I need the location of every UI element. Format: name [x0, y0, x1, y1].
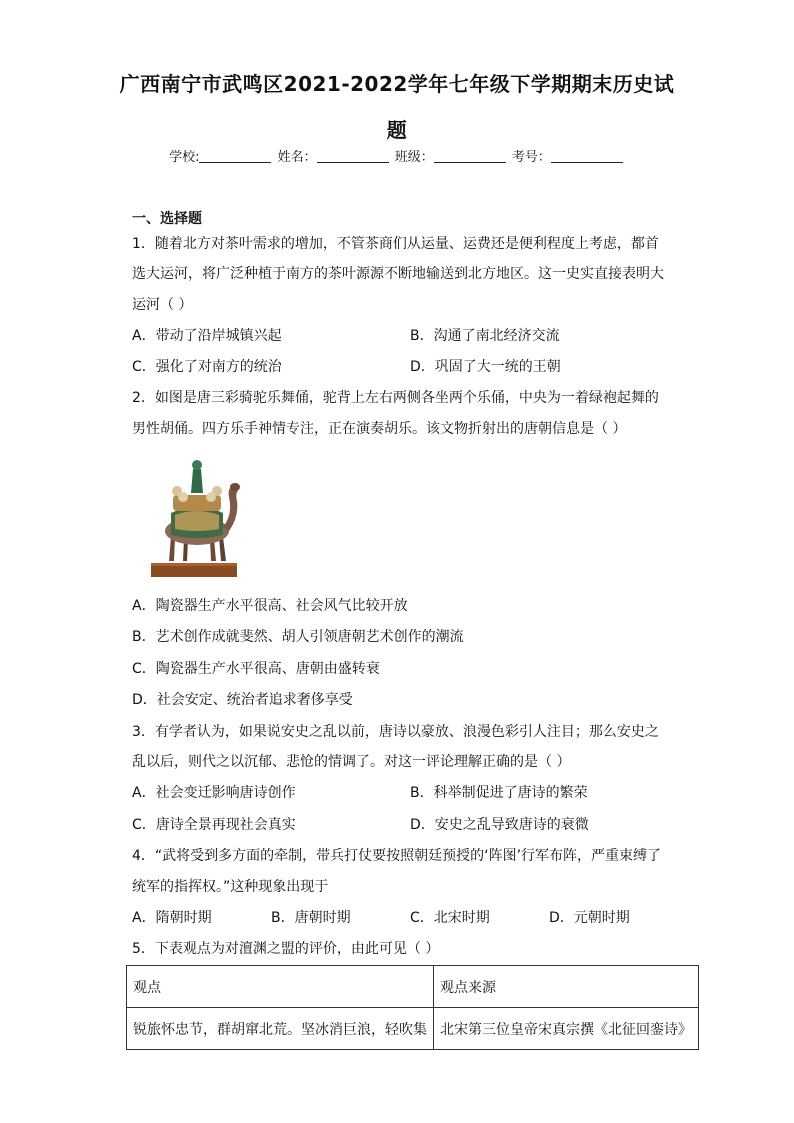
camel-neck [223, 485, 239, 531]
student-info-line [0, 146, 794, 165]
q1-option-c[interactable]: C．强化了对南方的统治 [132, 359, 282, 375]
school-label: 学校: [169, 150, 200, 165]
name-blank [317, 149, 389, 163]
q4-line: 4．“武将受到多方面的牵制，带兵打仗要按照朝廷预授的‘阵图’行军布阵，严重束缚了 [132, 848, 662, 864]
q5-table [126, 965, 699, 1050]
section-heading: 一、选择题 [132, 211, 202, 227]
q1-line: 选大运河，将广泛种植于南方的茶叶源源不断地输送到北方地区。这一史实直接表明大 [132, 266, 664, 282]
table-header-row [127, 966, 699, 1008]
class-blank [434, 149, 506, 163]
q3-line: 乱以后，则代之以沉郁、悲怆的情调了。对这一评论理解正确的是（ ） [132, 754, 571, 770]
tang-sancai-camel-figure [149, 457, 241, 581]
q4-option-d[interactable]: D．元朝时期 [549, 910, 630, 926]
q1-option-b[interactable]: B．沟通了南北经济交流 [410, 328, 560, 344]
number-label: 考号： [511, 150, 551, 165]
table-header-cell: 观点 [127, 966, 434, 1008]
school-blank [199, 149, 271, 163]
q3-option-d[interactable]: D．安史之乱导致唐诗的衰微 [410, 817, 589, 833]
q2-line: 男性胡俑。四方乐手神情专注，正在演奏胡乐。该文物折射出的唐朝信息是（ ） [132, 421, 627, 437]
q2-option-a[interactable]: A．陶瓷器生产水平很高、社会风气比较开放 [132, 598, 408, 614]
dancer-figure [191, 469, 203, 493]
q2-line: 2．如图是唐三彩骑驼乐舞俑，驼背上左右两侧各坐两个乐俑，中央为一着绿袍起舞的 [132, 390, 659, 406]
figure-base [151, 565, 237, 577]
table-row [127, 1008, 699, 1050]
exam-title-line1: 广西南宁市武鸣区2021-2022学年七年级下学期期末历史试 [119, 72, 675, 96]
q2-option-d[interactable]: D．社会安定、统治者追求奢侈享受 [132, 692, 353, 708]
table-cell: 锐旅怀忠节，群胡窜北荒。坚冰消巨浪，轻吹集 [127, 1008, 434, 1050]
table-header-cell: 观点来源 [434, 966, 699, 1008]
q1-option-a[interactable]: A．带动了沿岸城镇兴起 [132, 328, 282, 344]
q4-option-c[interactable]: C．北宋时期 [410, 910, 490, 926]
q1-line: 1．随着北方对茶叶需求的增加，不管茶商们从运量、运费还是便利程度上考虑，都首 [132, 236, 659, 252]
class-label: 班级： [394, 150, 434, 165]
camel-head [230, 483, 240, 491]
musician-figure [206, 492, 216, 502]
q4-option-a[interactable]: A．隋朝时期 [132, 910, 212, 926]
number-blank [551, 149, 623, 163]
q3-option-b[interactable]: B．科举制促进了唐诗的繁荣 [410, 785, 588, 801]
exam-title-line2: 题 [386, 118, 408, 142]
q3-option-a[interactable]: A．社会变迁影响唐诗创作 [132, 785, 296, 801]
q1-option-d[interactable]: D．巩固了大一统的王朝 [410, 359, 561, 375]
q3-line: 3．有学者认为，如果说安史之乱以前，唐诗以豪放、浪漫色彩引人注目；那么安史之 [132, 724, 659, 740]
name-label: 姓名： [277, 150, 317, 165]
musician-figure [178, 492, 188, 502]
q5-line: 5．下表观点为对澶渊之盟的评价，由此可见（ ） [132, 941, 440, 957]
q2-option-b[interactable]: B．艺术创作成就斐然、胡人引领唐朝艺术创作的潮流 [132, 629, 464, 645]
q4-option-b[interactable]: B．唐朝时期 [271, 910, 351, 926]
q1-line: 运河（ ） [132, 297, 193, 313]
q2-option-c[interactable]: C．陶瓷器生产水平很高、唐朝由盛转衰 [132, 661, 380, 677]
table-cell: 北宋第三位皇帝宋真宗撰《北征回銮诗》 [434, 1008, 699, 1050]
q4-line: 统军的指挥权。”这种现象出现于 [132, 879, 329, 895]
q3-option-c[interactable]: C．唐诗全景再现社会真实 [132, 817, 296, 833]
